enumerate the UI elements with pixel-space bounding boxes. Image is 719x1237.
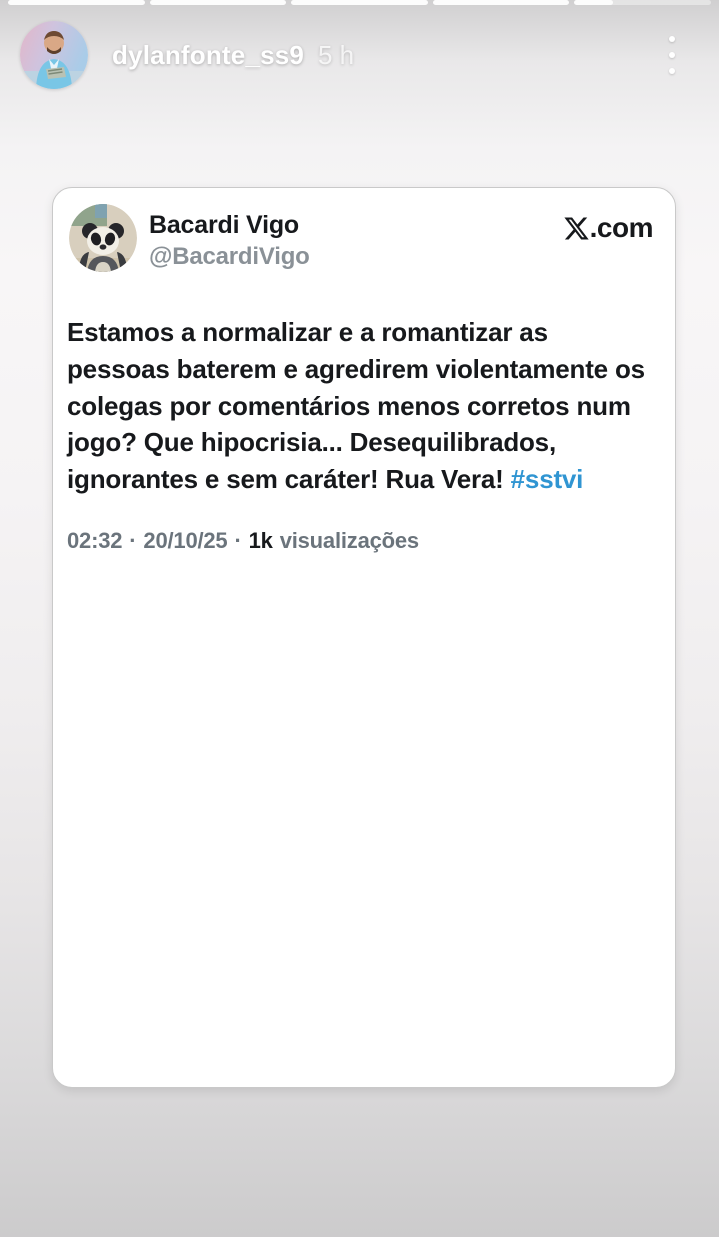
story-header [0, 0, 719, 100]
tweet-body-line: pessoas baterem e agredirem violentamente os [67, 353, 645, 384]
tweet-source-label: .com [589, 212, 653, 243]
tweet-author-avatar [69, 204, 137, 272]
tweet-views-count: 1k [248, 528, 273, 553]
story-posted-time: 5 h [318, 40, 355, 70]
kebab-dot [669, 36, 675, 42]
tweet-display-name: Bacardi Vigo [149, 211, 299, 239]
tweet-time: 02:32 [67, 528, 123, 553]
meta-separator: · [129, 528, 137, 553]
man-portrait-avatar [20, 21, 88, 89]
tweet-body [67, 314, 665, 498]
tweet-body-line: ignorantes e sem caráter! Rua Vera! #sstvi [67, 464, 584, 495]
tweet-handle: @BacardiVigo [149, 243, 310, 270]
tweet-meta [67, 528, 419, 554]
story-author-avatar[interactable] [20, 21, 88, 89]
meta-separator: · [234, 528, 242, 553]
tweet-source [563, 212, 653, 244]
tweet-body-line: Estamos a normalizar e a romantizar as [67, 317, 548, 347]
kebab-dot [669, 52, 675, 58]
story-username[interactable]: dylanfonte_ss9 [112, 40, 305, 70]
tweet-views-label: visualizações [279, 528, 419, 553]
tweet-body-line: jogo? Que hipocrisia... Desequilibrados, [67, 427, 556, 458]
tweet-hashtag: #sstvi [510, 464, 584, 495]
kebab-dot [669, 68, 675, 74]
tweet-author-names [149, 210, 310, 272]
panda-plush-avatar [69, 204, 137, 272]
tweet-date: 20/10/25 [143, 528, 228, 553]
story-options-button[interactable] [665, 36, 679, 74]
x-logo-icon [563, 215, 590, 242]
tweet-body-line: colegas por comentários menos corretos num [67, 390, 631, 421]
tweet-screenshot-card [52, 187, 676, 1088]
